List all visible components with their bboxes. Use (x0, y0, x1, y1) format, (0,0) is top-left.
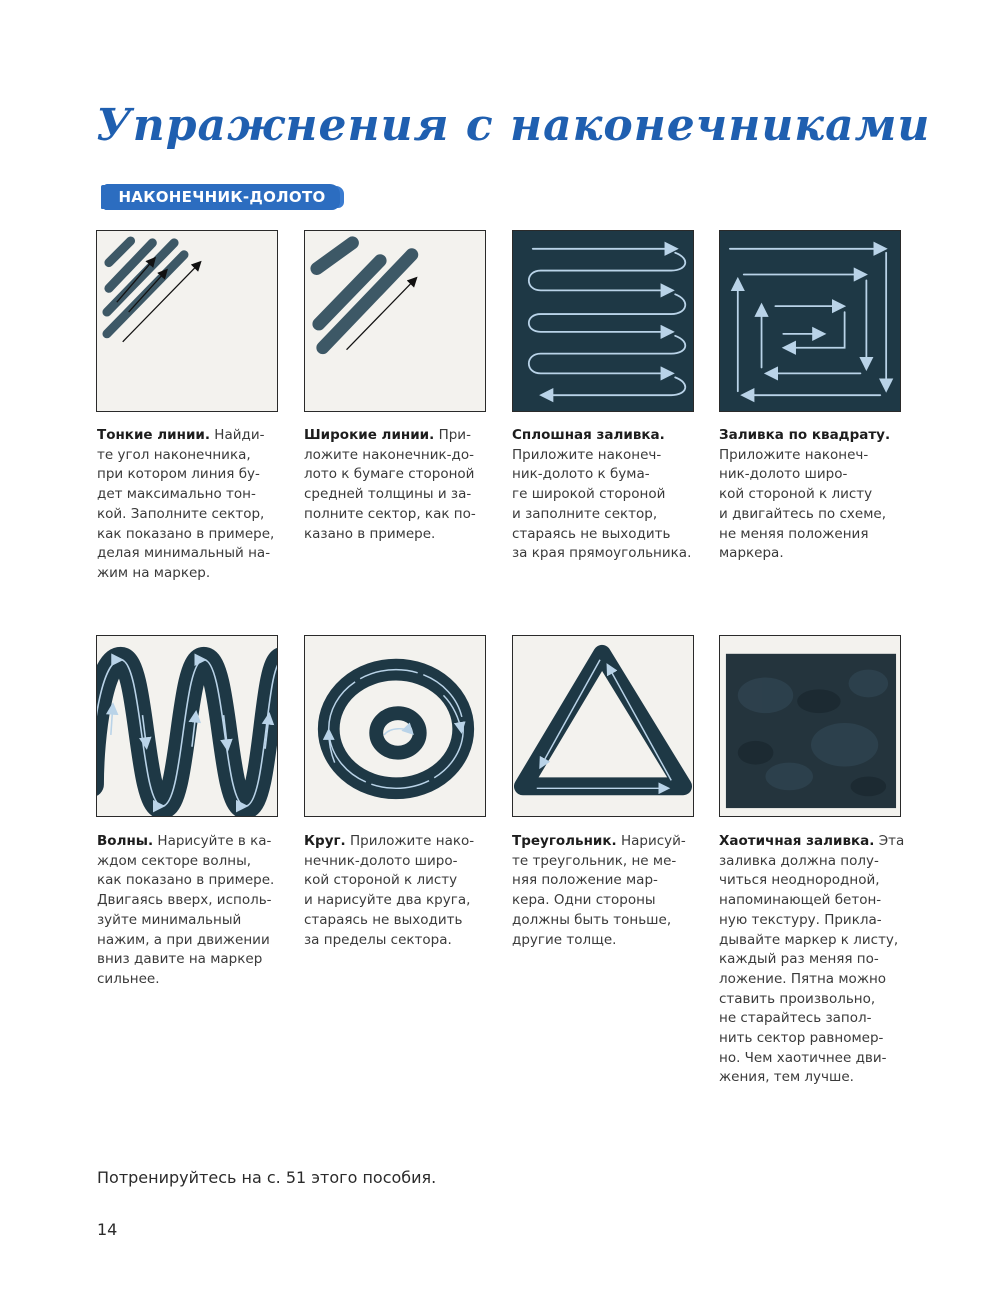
tile-chaotic-fill (719, 635, 901, 817)
solid-fill-illustration (513, 231, 693, 411)
triangle-illustration (513, 636, 693, 816)
caption-text: При- ложите наконечник-до- лото к бумаге стороной средней толщины и за- полните сектор, как по- казано в примере. (304, 427, 476, 542)
waves-illustration (97, 636, 277, 816)
caption-text: Эта заливка должна полу- читься неоднородной, напоминающей бетон- ную текстуру. Прикла- дывайте маркер к листу, каждый раз меняя по- ложение. Пятна можно ставить произвольно, не старайтесь запол- нить сектор равномер- но. Чем хаотичнее дви- жения, тем лучше. (719, 833, 905, 1086)
caption-heading: Круг. (304, 833, 346, 849)
tile-triangle (512, 635, 694, 817)
caption-heading: Заливка по квадрату. (719, 427, 891, 443)
caption-square-fill (719, 426, 905, 564)
tile-square-fill (719, 230, 901, 412)
page-title: Упражнения с наконечниками (96, 100, 931, 151)
caption-text: Найди- те угол наконечника, при котором линия бу- дет максимально тон- кой. Заполните сектор, как показано в примере, делая минимальный на- жим на маркер. (97, 427, 275, 581)
caption-chaotic-fill (719, 832, 905, 1088)
caption-text: Приложите нако- нечник-долото широ- кой стороной к листу и нарисуйте два круга, стараясь не выходить за пределы сектора. (304, 833, 475, 948)
caption-circle (304, 832, 490, 950)
thin-lines-illustration (97, 231, 277, 411)
caption-heading: Сплошная заливка. (512, 427, 665, 443)
page-number: 14 (97, 1220, 118, 1239)
tile-circle (304, 635, 486, 817)
caption-heading: Хаотичная заливка. (719, 833, 875, 849)
caption-waves (97, 832, 283, 990)
caption-heading: Треугольник. (512, 833, 617, 849)
caption-text: Приложите наконеч- ник-долото к бума- ге широкой стороной и заполните сектор, стараясь не выходить за края прямоугольника. (512, 446, 692, 562)
caption-triangle (512, 832, 698, 950)
caption-heading: Тонкие линии. (97, 427, 211, 443)
tile-solid-fill (512, 230, 694, 412)
caption-thin-lines (97, 426, 283, 584)
caption-text: Нарисуй- те треугольник, не ме- няя положение мар- кера. Одни стороны должны быть тоньше, другие толще. (512, 833, 686, 948)
caption-wide-lines (304, 426, 490, 544)
caption-heading: Широкие линии. (304, 427, 435, 443)
tile-waves (96, 635, 278, 817)
caption-heading: Волны. (97, 833, 154, 849)
square-fill-illustration (720, 231, 900, 411)
tile-wide-lines (304, 230, 486, 412)
section-tag: НАКОНЕЧНИК-ДОЛОТО (104, 184, 340, 210)
tile-thin-lines (96, 230, 278, 412)
chaotic-fill-illustration (720, 636, 900, 816)
caption-text: Нарисуйте в ка- ждом секторе волны, как показано в примере. Двигаясь вверх, исполь- зуйте минимальный нажим, а при движении вниз давите на маркер сильнее. (97, 833, 275, 987)
wide-lines-illustration (305, 231, 485, 411)
caption-solid-fill (512, 426, 698, 564)
practice-note: Потренируйтесь на с. 51 этого пособия. (97, 1168, 437, 1187)
caption-text: Приложите наконеч- ник-долото широ- кой стороной к листу и двигайтесь по схеме, не меняя положения маркера. (719, 446, 886, 562)
circle-illustration (305, 636, 485, 816)
